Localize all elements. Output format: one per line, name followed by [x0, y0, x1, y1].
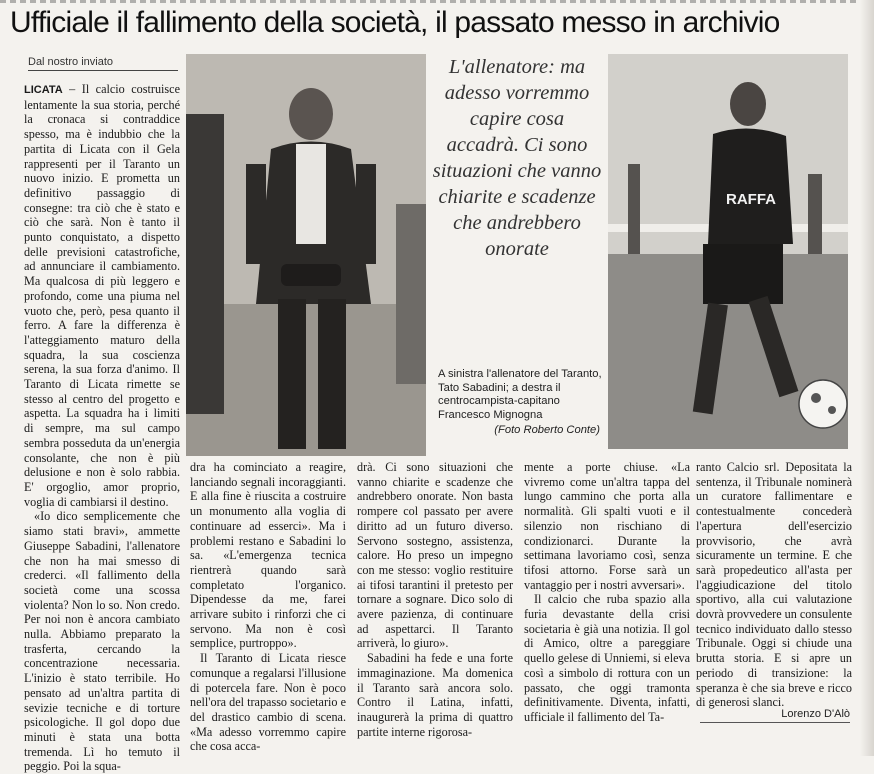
photo-coach-sabadini — [186, 54, 426, 456]
paragraph: «Io dico semplicemente che siamo stati bravi», ammette Giuseppe Sabadini, l'allenatore che non ha mai smesso di crederci. «Il fallimento della società come una scossa violenta? Non lo so. Non credo. Per noi non è ancora cambiato nulla. Abbiamo preparato la trasferta, cercando la concentrazione necessaria. L'inizio è stato terribile. Ho pensato ad un'altra partita di sevizie tecniche e di torture psicologiche. Il gol dopo due minuti è stata una botta tremenda. Lì ho temuto il peggio. Poi la squa- — [24, 509, 180, 774]
paragraph: Il calcio che ruba spazio alla furia devastante della crisi societaria è già una notizia. Il gol di Amico, oltre a pareggiare quello gelese di Unniemi, si eleva così a simbolo di rottura con un passato, che oggi tramonta definitivamente. Diventa, infatti, ufficiale il fallimento del Ta- — [524, 592, 690, 724]
article-column-1 — [24, 82, 180, 774]
photo-caption — [438, 368, 608, 438]
dateline: Dal nostro inviato — [28, 56, 178, 71]
page-edge-shadow — [860, 0, 874, 756]
pull-quote: L'allenatore: ma adesso vorremmo capire cosa accadrà. Ci sono situazioni che vanno chiarite e scadenze che andrebbero onorate — [432, 56, 602, 260]
photo-player-illustration — [608, 54, 848, 449]
paragraph: drà. Ci sono situazioni che vanno chiarite e scadenze che andrebbero onorate. Non basta rompere col passato per avere diritto ad un futuro diverso. Servono sostegno, assistenza, calore. Ho preso un impegno con me stesso: voglio restituire ai tifosi tarantini il pretesto per tornare a sognare. Dico solo di avere pazienza, di continuare ad aspettarci. Il Taranto arriverà, lo giuro». — [357, 460, 513, 651]
paragraph: ranto Calcio srl. Depositata la sentenza, il Tribunale nominerà un curatore fallimentare e contestualmente concederà l'apertura dell'esercizio provvisorio, che avrà sicuramente un termine. E che sarà propedeutico all'asta per l'aggiudicazione del titolo sportivo, alla cui valutazione dovrà provvedere un consulente tecnico individuato dallo stesso Tribunale. Oggi si chiude una brutta storia. E si apre un periodo di transizione: la speranza è che sia breve e ricco di generosi slanci. — [696, 460, 853, 710]
headline: Ufficiale il fallimento della società, il passato messo in archivio — [10, 6, 780, 39]
article-column-2 — [190, 460, 346, 754]
paragraph: dra ha cominciato a reagire, lanciando segnali incoraggianti. E alla fine è riuscita a costruire un monumento alla voglia di continuare ad esserci». Ma i problemi restano e Sabadini lo sa. «L'emergenza tecnica rientrerà quando sarà completato l'organico. Dipendesse da me, farei arrivare subito i rinforzi che ci servono. Ma non è così semplice, purtroppo». — [190, 460, 346, 651]
page-top-rule — [0, 0, 874, 3]
byline-rule — [700, 722, 850, 723]
article-column-3 — [357, 460, 513, 750]
paragraph: Sabadini ha fede e una forte immaginazione. Ma domenica il Taranto sarà ancora solo. Contro il Latina, infatti, inaugurerà la prima di quattro partite interne rigorosa- — [357, 651, 513, 739]
paragraph — [24, 82, 180, 509]
photo-captain-mignogna — [608, 54, 848, 449]
jersey-sponsor-text: RAFFA — [726, 191, 776, 208]
paragraph: Il Taranto di Licata riesce comunque a regalarsi l'illusione di potercela fare. Non è poco nell'ora del trapasso societario e del drastico cambio di scena. «Ma adesso vorremmo capire che cosa acca- — [190, 651, 346, 754]
photo-credit: (Foto Roberto Conte) — [494, 424, 600, 436]
location-tag: LICATA — [24, 84, 63, 96]
byline: Lorenzo D'Alò — [781, 708, 850, 720]
article-column-4 — [524, 460, 690, 750]
caption-text: A sinistra l'allenatore del Taranto, Tato Sabadini; a destra il centrocampista-capitano Francesco Mignogna — [438, 368, 602, 421]
paragraph-text: – Il calcio costruisce lentamente la sua storia, perché la cronaca si contraddice spesso, ma è indubbio che la partita di Licata con il Gela rappresenti per il Taranto un nuovo inizio. E promettа un definitivo passaggio di consegne: tra ciò che è stato e ciò che sarà. Non è tanto il punto conquistato, a dispetto delle previsioni catastrofiche, ad annunciare il cambiamento. Ma qualcosa di più leggero e profondo, come una piuma nel vuoto che, però, pesa quanto il ferro. A fare la differenza è l'atteggiamento maturo della squadra, la sua coscienza serena, la sua forza d'animo. Il Taranto di Licata rimette se stesso al centro del progetto e aspetta. La squadra ha i limiti di sempre, ma sul campo sembra posseduta da un'energia consolante, che non è più delusione e non è solo rabbia. E' orgoglio, amor proprio, voglia di cambiarsi il destino. — [24, 82, 180, 509]
article-column-5 — [696, 460, 852, 708]
photo-coach-illustration — [186, 54, 426, 456]
paragraph: mente a porte chiuse. «La vivremo come un'altra tappa del lungo cammino che porta alla normalità. Gli spalti vuoti e il silenzio non rischiano di condizionarci. Durante la settimana lavoriamo così, senza tifosi attorno. Forse sarà un vantaggio per i nostri avversari». — [524, 460, 690, 592]
